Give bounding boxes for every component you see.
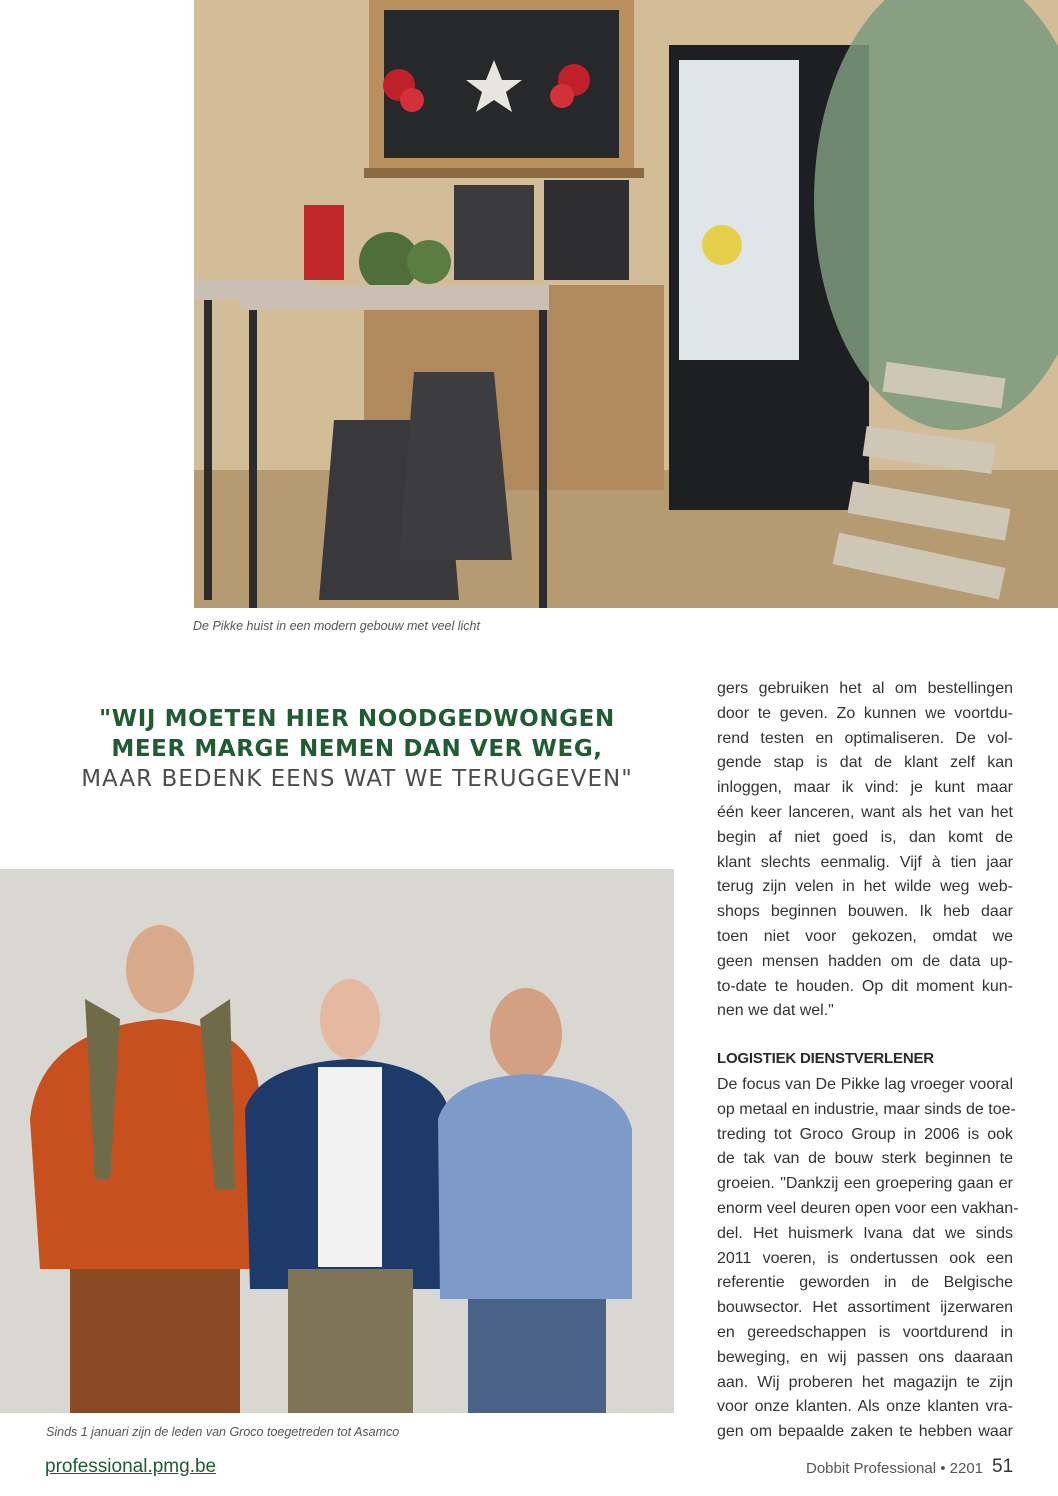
text-line: to-date te houden. Op dit moment kun-: [717, 977, 1013, 995]
text-line: del. Het huismerk Ivana dat we sinds: [717, 1224, 1013, 1242]
text-line: inloggen, maar ik vind: je kunt maar: [717, 779, 1013, 797]
text-line: shops beginnen bouwen. Ik heb daar: [717, 903, 1013, 921]
text-line: geen mensen hadden om de data up-: [717, 952, 1013, 970]
text-line: De focus van De Pikke lag vroeger vooral: [717, 1076, 1013, 1093]
quote-line-1: "WIJ MOETEN HIER NOODGEDWONGEN: [99, 706, 615, 732]
article-paragraph-1: [717, 677, 1013, 1024]
text-line: en gereedschappen is voortdurend in: [717, 1323, 1013, 1341]
text-line: beweging, en wij passen ons daaraan: [717, 1348, 1013, 1366]
text-line: gende stap is dat de klant zelf kan: [717, 754, 1013, 772]
quote-line-2: MEER MARGE NEMEN DAN VER WEG,: [111, 736, 603, 762]
cafe-interior-photo: [194, 0, 1058, 608]
group-portrait-illustration: [0, 869, 674, 1413]
quote-line-3: MAAR BEDENK EENS WAT WE TERUGGEVEN": [81, 766, 633, 792]
footer-magazine-issue: Dobbit Professional • 2201: [806, 1460, 984, 1477]
photo-caption-top: De Pikke huist in een modern gebouw met veel licht: [193, 619, 480, 633]
text-line: klant slechts eenmalig. Vijf à tien jaar: [717, 853, 1013, 871]
text-line: nen we dat wel.": [717, 1002, 834, 1020]
text-line: aan. Wij proberen het magazijn te zijn: [717, 1373, 1013, 1391]
group-portrait-photo: [0, 869, 674, 1413]
text-line: rend testen en optimaliseren. De vol-: [717, 729, 1013, 747]
page-number: 51: [992, 1456, 1014, 1477]
text-line: groeien. "Dankzij een groepering gaan er: [717, 1175, 1013, 1193]
cafe-interior-illustration: [194, 0, 1058, 608]
text-line: 2011 voeren, is ondertussen ook een: [717, 1249, 1013, 1267]
text-line: referentie geworden in de Belgische: [717, 1274, 1013, 1292]
article-paragraph-2: [717, 1073, 1019, 1445]
text-line: begin af niet goed is, dan komt de: [717, 828, 1013, 846]
text-line: enorm veel deuren open voor een vakhan-: [717, 1199, 1019, 1217]
text-line: gers gebruiken het al om bestellingen: [717, 680, 1013, 697]
text-line: bouwsector. Het assortiment ijzerwaren: [717, 1299, 1013, 1317]
text-line: op metaal en industrie, maar sinds de toe-: [717, 1100, 1016, 1118]
text-line: gen om bepaalde zaken te hebben waar: [717, 1423, 1013, 1441]
pull-quote: [40, 704, 674, 794]
text-line: door te geven. Zo kunnen we voortdu-: [717, 704, 1013, 722]
text-line: voor onze klanten. Als onze klanten vra-: [717, 1398, 1013, 1416]
text-line: toen niet voor gekozen, omdat we: [717, 927, 1013, 945]
text-line: terug zijn velen in het wilde weg web-: [717, 878, 1013, 896]
photo-caption-bottom: Sinds 1 januari zijn de leden van Groco toegetreden tot Asamco: [46, 1425, 400, 1439]
text-line: treding tot Groco Group in 2006 is ook: [717, 1125, 1013, 1143]
text-line: de tak van de bouw sterk beginnen te: [717, 1150, 1013, 1168]
section-subheading: LOGISTIEK DIENSTVERLENER: [717, 1050, 934, 1067]
footer-website-link[interactable]: professional.pmg.be: [45, 1456, 217, 1477]
text-line: één keer lanceren, want als het van het: [717, 803, 1013, 821]
